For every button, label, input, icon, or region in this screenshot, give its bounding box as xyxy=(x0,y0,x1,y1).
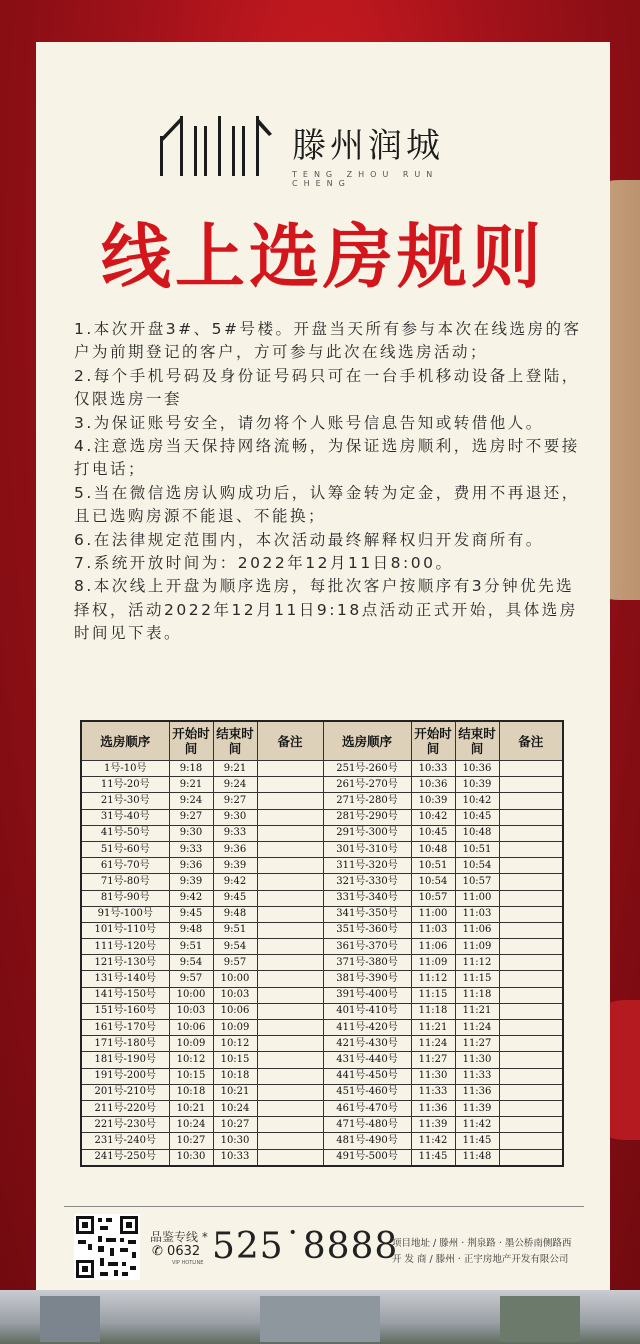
table-cell xyxy=(499,922,563,938)
table-cell: 241号-250号 xyxy=(81,1149,169,1166)
table-cell: 11:12 xyxy=(455,955,499,971)
table-row xyxy=(81,825,563,841)
table-cell: 9:39 xyxy=(213,858,257,874)
table-cell: 10:36 xyxy=(455,761,499,777)
table-cell xyxy=(257,1052,323,1068)
column-header: 选房顺序 xyxy=(323,721,411,761)
table-cell: 391号-400号 xyxy=(323,987,411,1003)
table-cell: 11:03 xyxy=(455,906,499,922)
rule-item: 1.本次开盘3#、5#号楼。开盘当天所有参与本次在线选房的客户为前期登记的客户，方可参与此次在线选房活动； xyxy=(74,320,582,362)
table-cell xyxy=(257,1133,323,1149)
table-cell: 11:03 xyxy=(411,922,455,938)
table-cell xyxy=(257,1117,323,1133)
rule-item: 8.本次线上开盘为顺序选房，每批次客户按顺序有3分钟优先选择权，活动2022年12月11日9:18点活动正式开始，具体选房时间见下表。 xyxy=(74,577,578,643)
table-cell: 10:18 xyxy=(169,1084,213,1100)
table-cell: 11:21 xyxy=(455,1003,499,1019)
table-cell xyxy=(257,1036,323,1052)
table-cell: 10:42 xyxy=(455,793,499,809)
table-header-row xyxy=(81,721,563,761)
column-header: 备注 xyxy=(257,721,323,761)
table-cell: 10:45 xyxy=(455,809,499,825)
table-cell xyxy=(499,793,563,809)
table-cell: 11:36 xyxy=(455,1084,499,1100)
table-cell: 9:42 xyxy=(169,890,213,906)
table-cell xyxy=(499,1052,563,1068)
table-row xyxy=(81,922,563,938)
table-cell: 10:00 xyxy=(213,971,257,987)
building-silhouette xyxy=(500,1296,580,1342)
phone-icon: ✆ xyxy=(152,1244,163,1259)
table-cell: 9:30 xyxy=(169,825,213,841)
logo-mark-icon xyxy=(160,112,272,176)
table-cell: 31号-40号 xyxy=(81,809,169,825)
table-cell xyxy=(257,777,323,793)
table-cell: 9:54 xyxy=(169,955,213,971)
table-row xyxy=(81,906,563,922)
project-address: 项目地址 / 滕州 · 荆泉路 · 墨公桥南侧路西 xyxy=(392,1238,572,1249)
table-cell: 161号-170号 xyxy=(81,1020,169,1036)
table-cell: 451号-460号 xyxy=(323,1084,411,1100)
table-cell xyxy=(257,761,323,777)
table-cell: 10:27 xyxy=(213,1117,257,1133)
table-cell: 301号-310号 xyxy=(323,841,411,857)
table-cell: 181号-190号 xyxy=(81,1052,169,1068)
area-code-text: 0632 xyxy=(167,1244,201,1259)
table-row xyxy=(81,987,563,1003)
table-cell: 10:27 xyxy=(169,1133,213,1149)
table-cell: 9:45 xyxy=(169,906,213,922)
table-cell: 11:33 xyxy=(411,1084,455,1100)
table-cell: 9:54 xyxy=(213,939,257,955)
table-cell: 141号-150号 xyxy=(81,987,169,1003)
table-cell: 11:45 xyxy=(455,1133,499,1149)
rule-item: 4.注意选房当天保持网络流畅，为保证选房顺利，选房时不要接打电话； xyxy=(74,437,580,479)
rule-item: 6.在法律规定范围内，本次活动最终解释权归开发商所有。 xyxy=(74,530,544,549)
table-row xyxy=(81,777,563,793)
table-cell: 10:15 xyxy=(169,1068,213,1084)
table-cell xyxy=(499,858,563,874)
table-cell: 10:00 xyxy=(169,987,213,1003)
table-cell xyxy=(499,890,563,906)
table-cell: 9:21 xyxy=(169,777,213,793)
table-cell xyxy=(257,1149,323,1166)
table-cell xyxy=(257,971,323,987)
table-cell: 11:06 xyxy=(455,922,499,938)
table-row xyxy=(81,1149,563,1166)
table-cell xyxy=(499,955,563,971)
table-cell: 10:24 xyxy=(213,1100,257,1116)
table-cell: 121号-130号 xyxy=(81,955,169,971)
table-cell: 10:06 xyxy=(213,1003,257,1019)
table-cell: 11:06 xyxy=(411,939,455,955)
table-cell: 9:57 xyxy=(169,971,213,987)
table-cell: 361号-370号 xyxy=(323,939,411,955)
table-cell: 10:42 xyxy=(411,809,455,825)
table-cell: 101号-110号 xyxy=(81,922,169,938)
table-cell xyxy=(499,1020,563,1036)
phone-number[interactable]: 525˙8888 xyxy=(212,1226,399,1267)
column-header: 备注 xyxy=(499,721,563,761)
table-cell xyxy=(499,825,563,841)
vip-hotline-label: VIP HOTLINE xyxy=(172,1260,204,1266)
brand-logo xyxy=(160,112,490,188)
page-title: 线上选房规则 xyxy=(101,216,545,298)
table-row xyxy=(81,809,563,825)
table-cell: 10:36 xyxy=(411,777,455,793)
table-cell xyxy=(499,1003,563,1019)
table-cell: 10:03 xyxy=(213,987,257,1003)
table-cell: 10:09 xyxy=(169,1036,213,1052)
table-cell xyxy=(499,987,563,1003)
table-cell: 10:45 xyxy=(411,825,455,841)
table-cell: 10:51 xyxy=(411,858,455,874)
table-cell: 341号-350号 xyxy=(323,906,411,922)
table-cell: 151号-160号 xyxy=(81,1003,169,1019)
table-cell xyxy=(499,971,563,987)
table-cell: 11:42 xyxy=(455,1117,499,1133)
table-cell: 11:12 xyxy=(411,971,455,987)
table-row xyxy=(81,1117,563,1133)
table-cell: 9:39 xyxy=(169,874,213,890)
table-cell xyxy=(257,906,323,922)
table-row xyxy=(81,939,563,955)
table-row xyxy=(81,1052,563,1068)
table-cell xyxy=(257,793,323,809)
table-cell: 9:36 xyxy=(213,841,257,857)
table-cell: 11:30 xyxy=(411,1068,455,1084)
table-cell: 9:48 xyxy=(169,922,213,938)
area-code xyxy=(152,1244,200,1259)
table-row xyxy=(81,793,563,809)
table-cell: 10:54 xyxy=(411,874,455,890)
table-row xyxy=(81,1036,563,1052)
table-cell: 61号-70号 xyxy=(81,858,169,874)
table-cell: 9:21 xyxy=(213,761,257,777)
brand-name-cn: 滕州润城 xyxy=(292,126,444,166)
table-cell: 11:27 xyxy=(411,1052,455,1068)
table-cell: 351号-360号 xyxy=(323,922,411,938)
table-cell: 11:09 xyxy=(455,939,499,955)
table-row xyxy=(81,1020,563,1036)
table-cell: 81号-90号 xyxy=(81,890,169,906)
table-cell: 441号-450号 xyxy=(323,1068,411,1084)
table-cell: 11号-20号 xyxy=(81,777,169,793)
table-cell: 11:18 xyxy=(411,1003,455,1019)
table-cell: 211号-220号 xyxy=(81,1100,169,1116)
schedule-table xyxy=(80,720,564,1167)
table-cell: 11:45 xyxy=(411,1149,455,1166)
table-cell xyxy=(257,955,323,971)
table-cell: 11:18 xyxy=(455,987,499,1003)
table-cell xyxy=(257,825,323,841)
table-cell xyxy=(499,1068,563,1084)
table-cell: 11:27 xyxy=(455,1036,499,1052)
table-cell: 10:57 xyxy=(411,890,455,906)
table-cell xyxy=(257,809,323,825)
column-header: 开始时间 xyxy=(411,721,455,761)
table-cell: 9:24 xyxy=(169,793,213,809)
table-cell: 71号-80号 xyxy=(81,874,169,890)
table-cell xyxy=(499,809,563,825)
table-cell: 481号-490号 xyxy=(323,1133,411,1149)
table-cell: 10:18 xyxy=(213,1068,257,1084)
table-cell: 11:48 xyxy=(455,1149,499,1166)
table-cell: 381号-390号 xyxy=(323,971,411,987)
table-cell xyxy=(499,841,563,857)
hotline-label: 品鉴专线 * xyxy=(150,1230,208,1244)
table-cell: 371号-380号 xyxy=(323,955,411,971)
rules-list xyxy=(74,318,584,646)
table-row xyxy=(81,1084,563,1100)
table-cell: 261号-270号 xyxy=(323,777,411,793)
column-header: 选房顺序 xyxy=(81,721,169,761)
table-cell xyxy=(257,1020,323,1036)
table-cell: 491号-500号 xyxy=(323,1149,411,1166)
table-cell: 41号-50号 xyxy=(81,825,169,841)
qr-code-icon[interactable] xyxy=(74,1214,140,1280)
table-cell xyxy=(257,1084,323,1100)
table-cell: 11:33 xyxy=(455,1068,499,1084)
table-cell: 10:30 xyxy=(213,1133,257,1149)
table-cell: 471号-480号 xyxy=(323,1117,411,1133)
table-cell: 10:21 xyxy=(169,1100,213,1116)
table-cell: 10:09 xyxy=(213,1020,257,1036)
table-cell: 11:36 xyxy=(411,1100,455,1116)
table-cell: 9:57 xyxy=(213,955,257,971)
table-cell: 231号-240号 xyxy=(81,1133,169,1149)
table-cell: 461号-470号 xyxy=(323,1100,411,1116)
table-row xyxy=(81,890,563,906)
table-cell: 271号-280号 xyxy=(323,793,411,809)
developer-name: 开 发 商 / 滕州 · 正宇房地产开发有限公司 xyxy=(392,1254,569,1265)
table-cell: 10:24 xyxy=(169,1117,213,1133)
table-cell: 11:00 xyxy=(455,890,499,906)
table-cell: 91号-100号 xyxy=(81,906,169,922)
table-cell: 9:27 xyxy=(169,809,213,825)
table-cell: 111号-120号 xyxy=(81,939,169,955)
table-cell: 11:39 xyxy=(455,1100,499,1116)
table-cell: 11:15 xyxy=(411,987,455,1003)
table-cell: 11:21 xyxy=(411,1020,455,1036)
table-cell: 421号-430号 xyxy=(323,1036,411,1052)
table-cell: 401号-410号 xyxy=(323,1003,411,1019)
table-row xyxy=(81,1100,563,1116)
table-cell: 321号-330号 xyxy=(323,874,411,890)
table-cell xyxy=(257,987,323,1003)
table-cell: 1号-10号 xyxy=(81,761,169,777)
table-cell xyxy=(499,1133,563,1149)
table-cell xyxy=(499,777,563,793)
table-cell: 10:12 xyxy=(213,1036,257,1052)
table-cell: 11:39 xyxy=(411,1117,455,1133)
column-header: 结束时间 xyxy=(213,721,257,761)
table-row xyxy=(81,955,563,971)
table-cell: 10:15 xyxy=(213,1052,257,1068)
table-cell: 9:18 xyxy=(169,761,213,777)
table-cell: 11:00 xyxy=(411,906,455,922)
table-cell: 331号-340号 xyxy=(323,890,411,906)
rule-item: 3.为保证账号安全，请勿将个人账号信息告知或转借他人。 xyxy=(74,413,544,432)
table-cell: 9:48 xyxy=(213,906,257,922)
column-header: 结束时间 xyxy=(455,721,499,761)
table-cell xyxy=(257,874,323,890)
table-cell: 10:03 xyxy=(169,1003,213,1019)
table-cell: 10:12 xyxy=(169,1052,213,1068)
footer-divider xyxy=(64,1206,584,1207)
table-cell: 9:51 xyxy=(213,922,257,938)
table-cell xyxy=(499,1100,563,1116)
table-cell xyxy=(499,874,563,890)
table-cell: 11:24 xyxy=(411,1036,455,1052)
table-cell xyxy=(257,939,323,955)
table-cell: 311号-320号 xyxy=(323,858,411,874)
table-cell xyxy=(257,1068,323,1084)
table-cell: 10:06 xyxy=(169,1020,213,1036)
table-cell: 10:57 xyxy=(455,874,499,890)
table-cell: 411号-420号 xyxy=(323,1020,411,1036)
table-cell xyxy=(257,922,323,938)
project-info xyxy=(392,1236,571,1268)
table-row xyxy=(81,1068,563,1084)
column-header: 开始时间 xyxy=(169,721,213,761)
table-row xyxy=(81,874,563,890)
table-row xyxy=(81,761,563,777)
table-cell: 21号-30号 xyxy=(81,793,169,809)
table-cell xyxy=(257,890,323,906)
table-cell xyxy=(499,939,563,955)
table-cell: 9:45 xyxy=(213,890,257,906)
table-cell: 10:33 xyxy=(411,761,455,777)
table-cell xyxy=(499,1149,563,1166)
table-cell: 9:24 xyxy=(213,777,257,793)
table-cell xyxy=(257,841,323,857)
table-cell xyxy=(257,1003,323,1019)
table-cell: 131号-140号 xyxy=(81,971,169,987)
table-cell: 10:54 xyxy=(455,858,499,874)
table-cell: 9:36 xyxy=(169,858,213,874)
table-cell: 11:24 xyxy=(455,1020,499,1036)
table-cell: 10:48 xyxy=(455,825,499,841)
building-silhouette xyxy=(40,1296,100,1342)
table-cell: 281号-290号 xyxy=(323,809,411,825)
table-cell: 10:39 xyxy=(411,793,455,809)
table-row xyxy=(81,1133,563,1149)
table-cell: 9:42 xyxy=(213,874,257,890)
table-row xyxy=(81,1003,563,1019)
table-row xyxy=(81,858,563,874)
table-cell xyxy=(499,1036,563,1052)
table-row xyxy=(81,971,563,987)
table-cell: 9:33 xyxy=(169,841,213,857)
table-cell xyxy=(257,858,323,874)
table-cell: 9:33 xyxy=(213,825,257,841)
table-cell: 431号-440号 xyxy=(323,1052,411,1068)
table-cell: 11:30 xyxy=(455,1052,499,1068)
table-cell xyxy=(257,1100,323,1116)
table-cell: 11:42 xyxy=(411,1133,455,1149)
table-cell: 291号-300号 xyxy=(323,825,411,841)
table-cell: 201号-210号 xyxy=(81,1084,169,1100)
table-cell xyxy=(499,1084,563,1100)
brand-name-en: TENG ZHOU RUN CHENG xyxy=(292,170,439,188)
table-cell: 9:27 xyxy=(213,793,257,809)
table-row xyxy=(81,841,563,857)
table-cell: 11:09 xyxy=(411,955,455,971)
table-cell: 10:48 xyxy=(411,841,455,857)
table-cell: 191号-200号 xyxy=(81,1068,169,1084)
table-cell: 10:33 xyxy=(213,1149,257,1166)
rule-item: 7.系统开放时间为：2022年12月11日8:00。 xyxy=(74,554,454,573)
building-silhouette xyxy=(260,1296,380,1342)
table-cell: 10:30 xyxy=(169,1149,213,1166)
table-cell xyxy=(499,761,563,777)
table-cell: 9:30 xyxy=(213,809,257,825)
table-cell: 10:39 xyxy=(455,777,499,793)
table-cell xyxy=(499,906,563,922)
table-cell: 51号-60号 xyxy=(81,841,169,857)
table-cell: 10:21 xyxy=(213,1084,257,1100)
table-cell: 221号-230号 xyxy=(81,1117,169,1133)
table-cell: 171号-180号 xyxy=(81,1036,169,1052)
rule-item: 2.每个手机号码及身份证号码只可在一台手机移动设备上登陆，仅限选房一套 xyxy=(74,366,580,409)
table-cell: 251号-260号 xyxy=(323,761,411,777)
rule-item: 5.当在微信选房认购成功后，认筹金转为定金，费用不再退还，且已选购房源不能退、不能换； xyxy=(74,483,580,526)
table-cell xyxy=(499,1117,563,1133)
table-cell: 10:51 xyxy=(455,841,499,857)
table-cell: 9:51 xyxy=(169,939,213,955)
table-cell: 11:15 xyxy=(455,971,499,987)
